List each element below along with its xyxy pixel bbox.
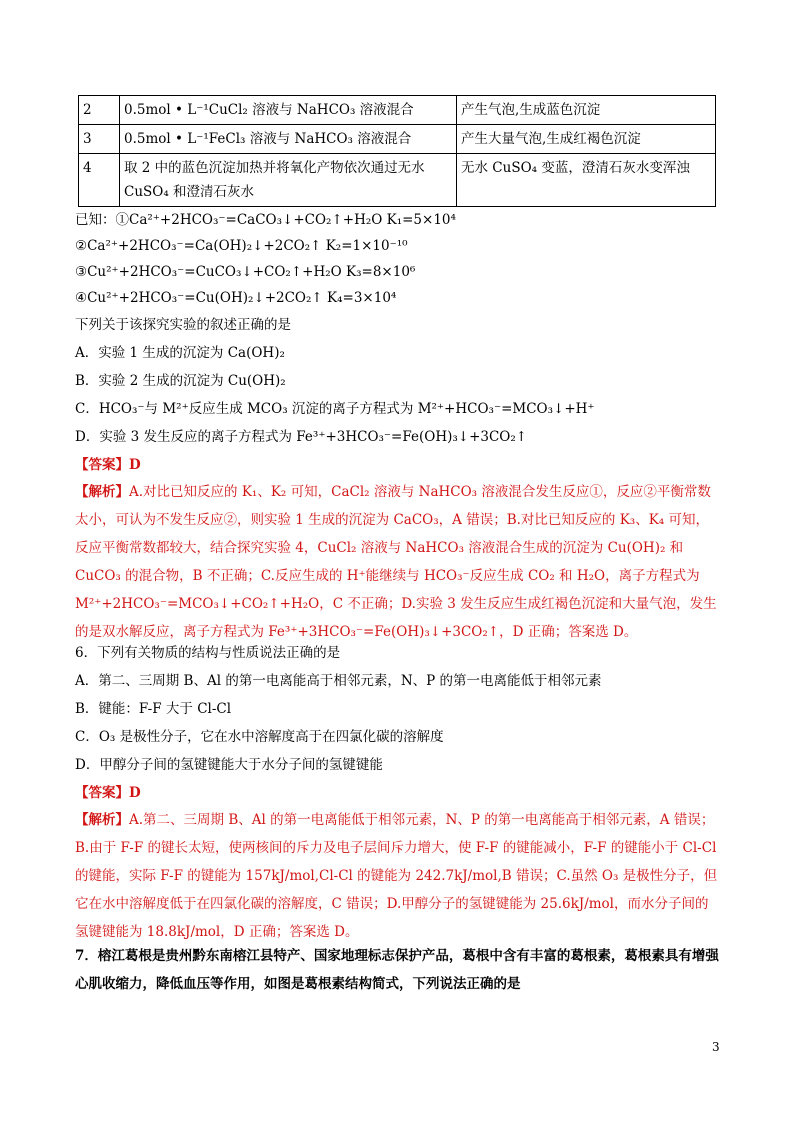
- q5-analysis: [75, 478, 720, 646]
- table-row: [79, 154, 716, 207]
- q6-option-d: D．甲醇分子间的氢键键能大于水分子间的氢键键能: [75, 757, 383, 773]
- q5-option-c: C．HCO₃⁻与 M²⁺反应生成 MCO₃ 沉淀的离子方程式为 M²⁺+HCO₃⁻=MCO₃↓+H⁺: [75, 401, 595, 417]
- experiment-table: [78, 95, 716, 207]
- q6-option-b: B．键能：F-F 大于 Cl-Cl: [75, 701, 232, 717]
- table-cell-operation: 取 2 中的蓝色沉淀加热并将氧化产物依次通过无水 CuSO₄ 和澄清石灰水: [120, 154, 457, 207]
- q6-stem: 6．下列有关物质的结构与性质说法正确的是: [75, 645, 341, 661]
- known-reaction-1: 已知：①Ca²⁺+2HCO₃⁻=CaCO₃↓+CO₂↑+H₂O K₁=5×10⁴: [75, 212, 456, 228]
- table-cell-phenomenon: 产生气泡,生成蓝色沉淀: [457, 96, 716, 125]
- table-row: [79, 96, 716, 125]
- q6-analysis-label: 【解析】: [75, 812, 129, 828]
- known-reaction-4: ④Cu²⁺+2HCO₃⁻=Cu(OH)₂↓+2CO₂↑ K₄=3×10⁴: [75, 290, 397, 306]
- table-cell-no: 2: [79, 96, 120, 125]
- q5-option-b: B．实验 2 生成的沉淀为 Cu(OH)₂: [75, 373, 286, 389]
- known-reaction-3: ③Cu²⁺+2HCO₃⁻=CuCO₃↓+CO₂↑+H₂O K₃=8×10⁶: [75, 264, 416, 280]
- known-reaction-2: ②Ca²⁺+2HCO₃⁻=Ca(OH)₂↓+2CO₂↑ K₂=1×10⁻¹⁰: [75, 238, 408, 254]
- q6-option-c: C．O₃ 是极性分子，它在水中溶解度高于在四氯化碳的溶解度: [75, 729, 444, 745]
- q5-option-a: A．实验 1 生成的沉淀为 Ca(OH)₂: [75, 345, 285, 361]
- table-cell-operation: 0.5mol • L⁻¹FeCl₃ 溶液与 NaHCO₃ 溶液混合: [120, 125, 457, 154]
- q6-option-a: A．第二、三周期 B、Al 的第一电离能高于相邻元素，N、P 的第一电离能低于相邻元素: [75, 673, 602, 689]
- table-row: [79, 125, 716, 154]
- q5-stem: 下列关于该探究实验的叙述正确的是: [75, 317, 291, 333]
- q6-answer: 【答案】D: [75, 785, 141, 801]
- q5-analysis-text: A.对比已知反应的 K₁、K₂ 可知，CaCl₂ 溶液与 NaHCO₃ 溶液混合发生反应①，反应②平衡常数太小，可认为不发生反应②，则实验 1 生成的沉淀为 CaCO₃，A 错误；B.对比已知反应的 K₃、K₄ 可知，反应平衡常数都较大，结合探究实验 4，CuCl₂ 溶液与 NaHCO₃ 溶液混合生成的沉淀为 Cu(OH)₂ 和 CuCO₃ 的混合物，B 不正确；C.反应生成的 H⁺能继续与 HCO₃⁻反应生成 CO₂ 和 H₂O，离子方程式为 M²⁺+2HCO₃⁻=MCO₃↓+CO₂↑+H₂O，C 不正确；D.实验 3 发生反应生成红褐色沉淀和大量气泡，发生的是双水解反应，离子方程式为 Fe³⁺+3HCO₃⁻=Fe(OH)₃↓+3CO₂↑，D 正确；答案选 D。: [75, 484, 717, 640]
- q6-analysis-text: A.第二、三周期 B、Al 的第一电离能低于相邻元素，N、P 的第一电离能高于相邻元素，A 错误；B.由于 F-F 的键长太短，使两核间的斥力及电子层间斥力增大，使 F-F 的键能减小，F-F 的键能小于 Cl-Cl 的键能，实际 F-F 的键能为 157kJ/mol,Cl-Cl 的键能为 242.7kJ/mol,B 错误；C.虽然 O₃ 是极性分子，但它在水中溶解度低于在四氯化碳的溶解度，C 错误；D.甲醇分子的氢键键能为 25.6kJ/mol，而水分子间的氢键键能为 18.8kJ/mol，D 正确；答案选 D。: [75, 812, 718, 940]
- q5-answer: 【答案】D: [75, 457, 141, 473]
- table-cell-no: 3: [79, 125, 120, 154]
- table-cell-phenomenon: 无水 CuSO₄ 变蓝，澄清石灰水变浑浊: [457, 154, 716, 207]
- table-cell-no: 4: [79, 154, 120, 207]
- q7-stem: 7．榕江葛根是贵州黔东南榕江县特产、国家地理标志保护产品，葛根中含有丰富的葛根素，葛根素具有增强心肌收缩力，降低血压等作用，如图是葛根素结构简式，下列说法正确的是: [75, 948, 719, 992]
- q6-analysis: [75, 806, 720, 946]
- q5-option-d: D．实验 3 发生反应的离子方程式为 Fe³⁺+3HCO₃⁻=Fe(OH)₃↓+3CO₂↑: [75, 429, 528, 445]
- table-cell-phenomenon: 产生大量气泡,生成红褐色沉淀: [457, 125, 716, 154]
- q5-analysis-label: 【解析】: [75, 484, 129, 500]
- table-cell-operation: 0.5mol • L⁻¹CuCl₂ 溶液与 NaHCO₃ 溶液混合: [120, 96, 457, 125]
- page-number: 3: [712, 1040, 720, 1054]
